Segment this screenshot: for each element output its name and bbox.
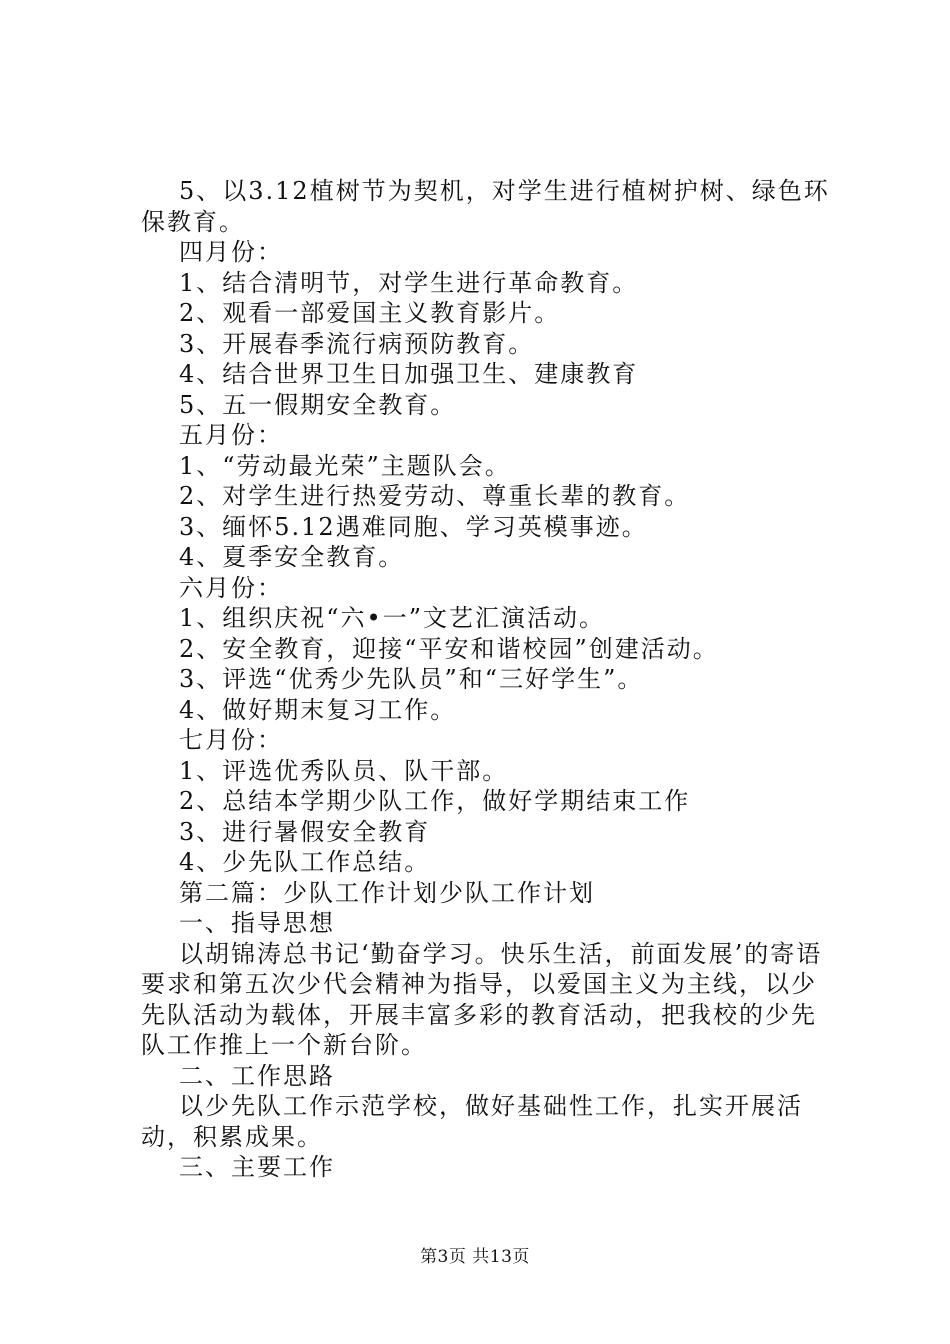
list-item: 2、观看一部爱国主义教育影片。 bbox=[179, 299, 561, 327]
list-item: 3、评选“优秀少先队员”和“三好学生”。 bbox=[179, 665, 644, 693]
section-heading-may: 五月份： bbox=[179, 421, 283, 449]
list-item: 4、夏季安全教育。 bbox=[179, 543, 405, 571]
section-heading: 一、指导思想 bbox=[179, 909, 335, 937]
list-item: 4、结合世界卫生日加强卫生、建康教育 bbox=[179, 360, 639, 388]
chapter-title: 第二篇：少队工作计划少队工作计划 bbox=[179, 878, 595, 907]
paragraph: 5、以3.12植树节为契机，对学生进行植树护树、绿色环保教育。 bbox=[141, 177, 830, 236]
list-item: 4、做好期末复习工作。 bbox=[179, 695, 457, 724]
list-item: 5、五一假期安全教育。 bbox=[179, 390, 457, 419]
section-heading-april: 四月份： bbox=[179, 238, 283, 266]
list-item: 3、进行暑假安全教育 bbox=[179, 817, 431, 846]
list-item: 2、总结本学期少队工作，做好学期结束工作 bbox=[179, 787, 691, 815]
list-item: 1、结合清明节，对学生进行革命教育。 bbox=[179, 268, 639, 297]
paragraph: 以胡锦涛总书记‘勤奋学习。快乐生活，前面发展’的寄语要求和第五次少代会精神为指导，以爱国主义为主线，以少先队活动为载体，开展丰富多彩的教育活动，把我校的少先队工作推上一个新台阶。 bbox=[141, 939, 823, 1059]
list-item: 3、开展春季流行病预防教育。 bbox=[179, 329, 535, 358]
list-item: 4、少先队工作总结。 bbox=[179, 848, 431, 876]
list-item: 2、对学生进行热爱劳动、尊重长辈的教育。 bbox=[179, 482, 691, 510]
paragraph: 以少先队工作示范学校，做好基础性工作，扎实开展活动，积累成果。 bbox=[141, 1092, 803, 1151]
section-heading: 三、主要工作 bbox=[179, 1153, 335, 1181]
section-heading: 二、工作思路 bbox=[179, 1061, 335, 1090]
document-body bbox=[141, 176, 841, 1183]
section-heading-july: 七月份： bbox=[179, 726, 283, 754]
list-item: 1、评选优秀队员、队干部。 bbox=[179, 756, 509, 785]
list-item: 1、“劳动最光荣”主题队会。 bbox=[179, 451, 511, 480]
list-item: 1、组织庆祝“六•一”文艺汇演活动。 bbox=[179, 604, 605, 632]
list-item: 2、安全教育，迎接“平安和谐校园”创建活动。 bbox=[179, 634, 719, 663]
section-heading-june: 六月份： bbox=[179, 573, 283, 602]
list-item: 3、缅怀5.12遇难同胞、学习英模事迹。 bbox=[179, 512, 648, 541]
page-number-footer: 第3页 共13页 bbox=[420, 1247, 530, 1267]
